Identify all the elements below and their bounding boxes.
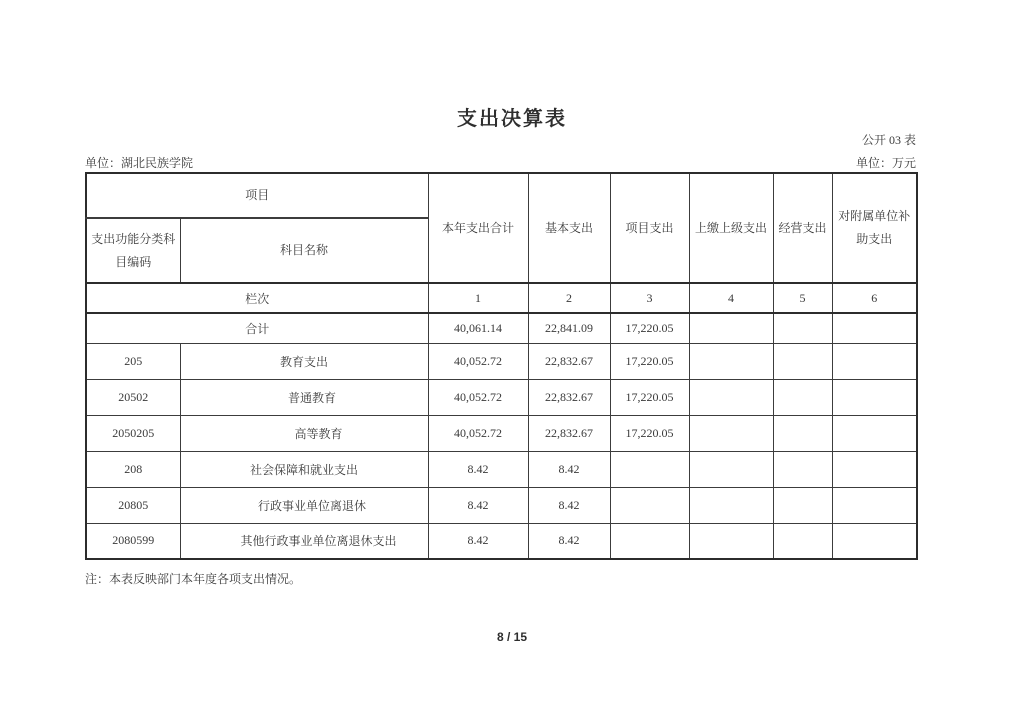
cell-value	[832, 523, 917, 559]
cell-value	[689, 415, 773, 451]
row-code: 208	[86, 451, 180, 487]
cell-value	[610, 523, 689, 559]
currency-unit-label: 单位：万元	[855, 156, 916, 170]
rank-number: 2	[528, 283, 610, 313]
cell-value	[832, 313, 917, 343]
cell-value: 17,220.05	[610, 343, 689, 379]
cell-value	[832, 343, 917, 379]
cell-value: 8.42	[428, 523, 528, 559]
cell-value	[773, 451, 832, 487]
header-row-project	[86, 173, 917, 218]
table-row	[86, 487, 917, 523]
total-label: 合计	[86, 313, 428, 343]
rank-label: 栏次	[86, 283, 428, 313]
cell-value	[832, 451, 917, 487]
cell-value	[689, 343, 773, 379]
cell-value	[773, 415, 832, 451]
cell-value	[689, 313, 773, 343]
cell-value: 22,832.67	[528, 379, 610, 415]
cell-value: 17,220.05	[610, 379, 689, 415]
header-col-basic: 基本支出	[528, 173, 610, 283]
cell-value: 22,832.67	[528, 343, 610, 379]
cell-value: 22,832.67	[528, 415, 610, 451]
row-subject-name: 社会保障和就业支出	[180, 451, 428, 487]
cell-value	[689, 379, 773, 415]
cell-value	[832, 487, 917, 523]
rank-number: 3	[610, 283, 689, 313]
table-row	[86, 379, 917, 415]
cell-value: 40,052.72	[428, 379, 528, 415]
table-row	[86, 343, 917, 379]
cell-value: 8.42	[428, 487, 528, 523]
cell-value: 40,052.72	[428, 415, 528, 451]
header-project: 项目	[86, 173, 428, 218]
table-row	[86, 451, 917, 487]
rank-number: 1	[428, 283, 528, 313]
header-col-upturn: 上缴上级支出	[689, 173, 773, 283]
cell-value	[832, 415, 917, 451]
cell-value: 8.42	[428, 451, 528, 487]
row-subject-name: 教育支出	[180, 343, 428, 379]
cell-value: 40,061.14	[428, 313, 528, 343]
header-code: 支出功能分类科目编码	[86, 218, 180, 283]
cell-value	[689, 451, 773, 487]
expenditure-table	[85, 172, 918, 560]
row-code: 20805	[86, 487, 180, 523]
row-subject-name: 行政事业单位离退休	[180, 487, 428, 523]
cell-value: 17,220.05	[610, 415, 689, 451]
cell-value	[832, 379, 917, 415]
row-subject-name: 其他行政事业单位离退休支出	[180, 523, 428, 559]
table-row	[86, 415, 917, 451]
cell-value: 40,052.72	[428, 343, 528, 379]
page-title: 支出决算表	[457, 108, 567, 130]
header-col-total: 本年支出合计	[428, 173, 528, 283]
header-col-project-exp: 项目支出	[610, 173, 689, 283]
cell-value	[773, 487, 832, 523]
form-number-label: 公开 03 表	[861, 133, 916, 147]
total-row	[86, 313, 917, 343]
cell-value	[773, 313, 832, 343]
cell-value	[610, 487, 689, 523]
header-subject-name: 科目名称	[180, 218, 428, 283]
cell-value	[773, 523, 832, 559]
cell-value: 22,841.09	[528, 313, 610, 343]
rank-row	[86, 283, 917, 313]
reporting-unit-label: 单位：湖北民族学院	[85, 156, 194, 170]
cell-value	[773, 379, 832, 415]
table-row	[86, 523, 917, 559]
header-col-subsidy: 对附属单位补助支出	[832, 173, 917, 283]
row-code: 2080599	[86, 523, 180, 559]
page-number: 8 / 15	[496, 630, 528, 644]
cell-value: 17,220.05	[610, 313, 689, 343]
cell-value	[773, 343, 832, 379]
row-code: 2050205	[86, 415, 180, 451]
row-subject-name: 高等教育	[180, 415, 428, 451]
rank-number: 6	[832, 283, 917, 313]
cell-value: 8.42	[528, 451, 610, 487]
row-code: 20502	[86, 379, 180, 415]
cell-value	[689, 523, 773, 559]
cell-value	[610, 451, 689, 487]
rank-number: 5	[773, 283, 832, 313]
cell-value: 8.42	[528, 487, 610, 523]
header-col-operating: 经营支出	[773, 173, 832, 283]
rank-number: 4	[689, 283, 773, 313]
row-code: 205	[86, 343, 180, 379]
cell-value	[689, 487, 773, 523]
cell-value: 8.42	[528, 523, 610, 559]
table-note: 注：本表反映部门本年度各项支出情况。	[85, 572, 302, 586]
row-subject-name: 普通教育	[180, 379, 428, 415]
